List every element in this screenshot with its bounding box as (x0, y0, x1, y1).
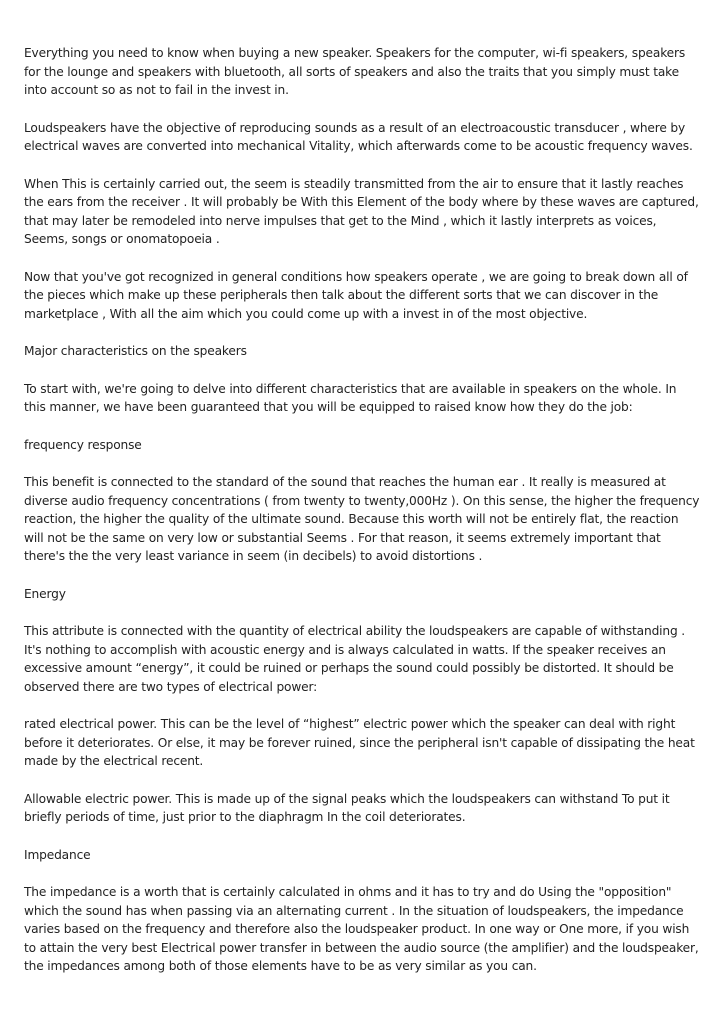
paragraph-energy: This attribute is connected with the quantity of electrical ability the loudspeakers are capable of withstanding . It's nothing to accomplish with acoustic energy and is always calculated in watts. If the speaker receives an excessive amount “energy”, it could be ruined or perhaps the sound could possibly be distorted. It should be observed there are two types of electrical power: (24, 624, 686, 694)
paragraph-intro: Everything you need to know when buying a new speaker. Speakers for the computer, wi-fi speakers, speakers for the lounge and speakers with bluetooth, all sorts of speakers and also the traits that you simply must take into account so as not to fail in the invest in. (24, 46, 686, 97)
heading-frequency-response: frequency response (24, 437, 142, 452)
paragraph-overview: Now that you've got recognized in general conditions how speakers operate , we are going to break down all of the pieces which make up these peripherals then talk about the different sorts that we can discover in the marketplace , With all the aim which you could come up with a invest in of the most objective. (24, 269, 688, 321)
paragraph-loudspeaker-objective: Loudspeakers have the objective of reproducing sounds as a result of an electroacoustic transducer , where by electrical waves are converted into mechanical Vitality, which afterwards come to be acoustic frequency waves. (24, 120, 693, 153)
paragraph-allowable-power: Allowable electric power. This is made up of the signal peaks which the loudspeakers can withstand To put it briefly periods of time, just prior to the diaphragm In the coil deteriorates. (24, 791, 670, 824)
heading-impedance: Impedance (24, 847, 91, 862)
paragraph-frequency-response: This benefit is connected to the standard of the sound that reaches the human ear . It really is measured at diverse audio frequency concentrations ( from twenty to twenty,000Hz ). On this sense, the higher the frequency reaction, the higher the quality of the ultimate sound. Because this worth will not be entirely flat, the reaction will not be the same on very low or substantial Seems . For that reason, it seems extremely important that there's the the very least variance in seem (in decibels) to avoid distortions . (24, 475, 700, 563)
heading-major-characteristics: Major characteristics on the speakers (24, 344, 247, 358)
paragraph-impedance: The impedance is a worth that is certainly calculated in ohms and it has to try and do Using the "opposition" which the sound has when passing via an alternating current . In the situation of loudspeakers, the impedance varies based on the frequency and therefore also the loudspeaker product. In one way or One more, if you wish to attain the very best Electrical power transfer in between the audio source (the amplifier) and the loudspeaker, the impedances among both of those elements have to be as very similar as you can. (24, 885, 699, 973)
paragraph-characteristics-intro: To start with, we're going to delve into different characteristics that are available in speakers on the whole. In this manner, we have been guaranteed that you will be equipped to raised know how they do the job: (24, 381, 677, 414)
article-body (24, 44, 700, 995)
paragraph-sound-transmission: When This is certainly carried out, the seem is steadily transmitted from the air to ensure that it lastly reaches the ears from the receiver . It will probably be With this Element of the body where by these waves are captured, that may later be remodeled into nerve impulses that get to the Mind , which it lastly interprets as voices, Seems, songs or onomatopoeia . (24, 176, 699, 246)
paragraph-rated-power: rated electrical power. This can be the level of “highest” electric power which the speaker can deal with right before it deteriorates. Or else, it may be forever ruined, since the peripheral isn't capable of dissipating the heat made by the electrical recent. (24, 717, 695, 768)
heading-energy: Energy (24, 586, 66, 601)
